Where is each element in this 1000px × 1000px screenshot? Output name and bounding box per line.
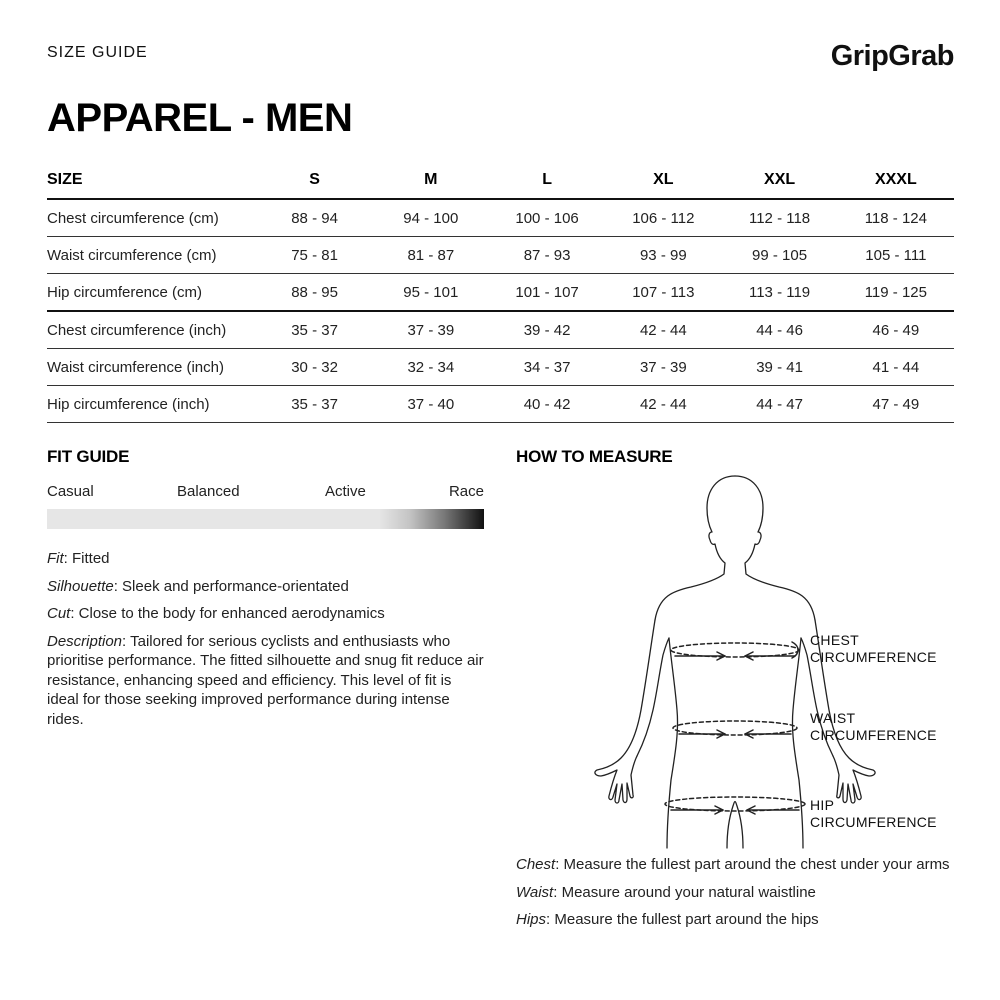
detail-term: Silhouette (47, 577, 114, 595)
fit-scale-labels (47, 483, 484, 503)
table-cell: 95 - 101 (373, 274, 489, 312)
label-line: CIRCUMFERENCE (810, 814, 937, 830)
table-cell: 112 - 118 (721, 199, 837, 237)
table-cell: 42 - 44 (605, 386, 721, 423)
row-label: Hip circumference (inch) (47, 386, 256, 423)
column-header-xxl: XXL (721, 162, 837, 199)
row-label: Waist circumference (cm) (47, 237, 256, 274)
table-cell: 106 - 112 (605, 199, 721, 237)
measure-instruction-hips (516, 910, 956, 930)
table-cell: 113 - 119 (721, 274, 837, 312)
page-title: APPAREL - MEN (47, 96, 353, 140)
label-line: CIRCUMFERENCE (810, 649, 937, 665)
table-cell: 101 - 107 (489, 274, 605, 312)
table-row (47, 349, 954, 386)
table-cell: 93 - 99 (605, 237, 721, 274)
column-header-s: S (256, 162, 372, 199)
instruction-text: : Measure the fullest part around the hips (546, 911, 819, 928)
table-row (47, 386, 954, 423)
table-cell: 40 - 42 (489, 386, 605, 423)
table-cell: 39 - 42 (489, 311, 605, 349)
instruction-term: Waist (516, 883, 554, 901)
page-kicker: SIZE GUIDE (47, 44, 148, 61)
detail-term: Description (47, 632, 123, 650)
row-label: Chest circumference (cm) (47, 199, 256, 237)
detail-term: Cut (47, 605, 71, 622)
waist-circumference-label (810, 710, 937, 744)
column-header-xl: XL (605, 162, 721, 199)
column-header-xxxl: XXXL (838, 162, 954, 199)
instruction-text: : Measure the fullest part around the chest under your arms (555, 856, 950, 873)
hip-circumference-label (810, 797, 937, 831)
table-cell: 94 - 100 (373, 199, 489, 237)
table-cell: 46 - 49 (838, 311, 954, 349)
table-cell: 99 - 105 (721, 237, 837, 274)
column-header-l: L (489, 162, 605, 199)
table-cell: 34 - 37 (489, 349, 605, 386)
fit-scale-active: Active (325, 483, 366, 500)
fit-scale-casual: Casual (47, 483, 94, 500)
fit-guide-heading: FIT GUIDE (47, 447, 130, 466)
detail-text: : Close to the body for enhanced aerodynamics (70, 605, 385, 622)
label-line: HIP (810, 797, 835, 813)
label-line: CHEST (810, 632, 859, 648)
row-label: Waist circumference (inch) (47, 349, 256, 386)
column-header-m: M (373, 162, 489, 199)
table-cell: 105 - 111 (838, 237, 954, 274)
fit-scale-bar (47, 509, 484, 529)
measure-instruction-chest (516, 855, 956, 875)
table-cell: 32 - 34 (373, 349, 489, 386)
size-table (47, 162, 954, 423)
table-row (47, 237, 954, 274)
table-cell: 35 - 37 (256, 386, 372, 423)
table-cell: 88 - 95 (256, 274, 372, 312)
table-cell: 75 - 81 (256, 237, 372, 274)
label-line: WAIST (810, 710, 856, 726)
column-header-size: SIZE (47, 162, 256, 199)
instruction-text: : Measure around your natural waistline (553, 883, 816, 901)
table-cell: 37 - 39 (373, 311, 489, 349)
instruction-term: Hips (516, 911, 547, 928)
table-cell: 81 - 87 (373, 237, 489, 274)
detail-text: : Fitted (63, 550, 110, 567)
table-cell: 37 - 39 (605, 349, 721, 386)
table-cell: 44 - 47 (721, 386, 837, 423)
measure-instructions (516, 855, 956, 938)
label-line: CIRCUMFERENCE (810, 727, 937, 743)
table-row (47, 274, 954, 312)
table-row (47, 311, 954, 349)
table-cell: 35 - 37 (256, 311, 372, 349)
brand-logo: GripGrab (830, 40, 954, 72)
table-cell: 39 - 41 (721, 349, 837, 386)
fit-details (47, 549, 487, 737)
detail-term: Fit (47, 550, 64, 567)
size-table-header (47, 162, 954, 199)
fit-detail-cut (47, 604, 487, 624)
fit-detail-silhouette (47, 577, 487, 597)
table-row (47, 199, 954, 237)
table-cell: 118 - 124 (838, 199, 954, 237)
table-cell: 37 - 40 (373, 386, 489, 423)
measure-instruction-waist (516, 883, 956, 903)
instruction-term: Chest (516, 856, 556, 873)
table-cell: 119 - 125 (838, 274, 954, 312)
table-cell: 107 - 113 (605, 274, 721, 312)
fit-scale-race: Race (448, 483, 484, 500)
fit-scale-balanced: Balanced (177, 483, 240, 500)
table-cell: 41 - 44 (838, 349, 954, 386)
row-label: Hip circumference (cm) (47, 274, 256, 312)
table-cell: 44 - 46 (721, 311, 837, 349)
detail-text: : Sleek and performance-orientated (113, 577, 349, 595)
table-cell: 30 - 32 (256, 349, 372, 386)
detail-text: : Tailored for serious cyclists and enthusiasts who prioritise performance. The fitted silhouette and snug fit reduce air resistance, enhancing speed and efficiency. This level of fit is ideal for those seeking improved performance during intense rides. (47, 632, 484, 728)
row-label: Chest circumference (inch) (47, 311, 256, 349)
table-cell: 100 - 106 (489, 199, 605, 237)
chest-circumference-label (810, 632, 937, 666)
table-cell: 42 - 44 (605, 311, 721, 349)
fit-detail-fit (47, 549, 487, 569)
fit-detail-description (47, 632, 487, 730)
table-cell: 87 - 93 (489, 237, 605, 274)
table-cell: 47 - 49 (838, 386, 954, 423)
how-to-measure-heading: HOW TO MEASURE (516, 447, 673, 466)
table-cell: 88 - 94 (256, 199, 372, 237)
